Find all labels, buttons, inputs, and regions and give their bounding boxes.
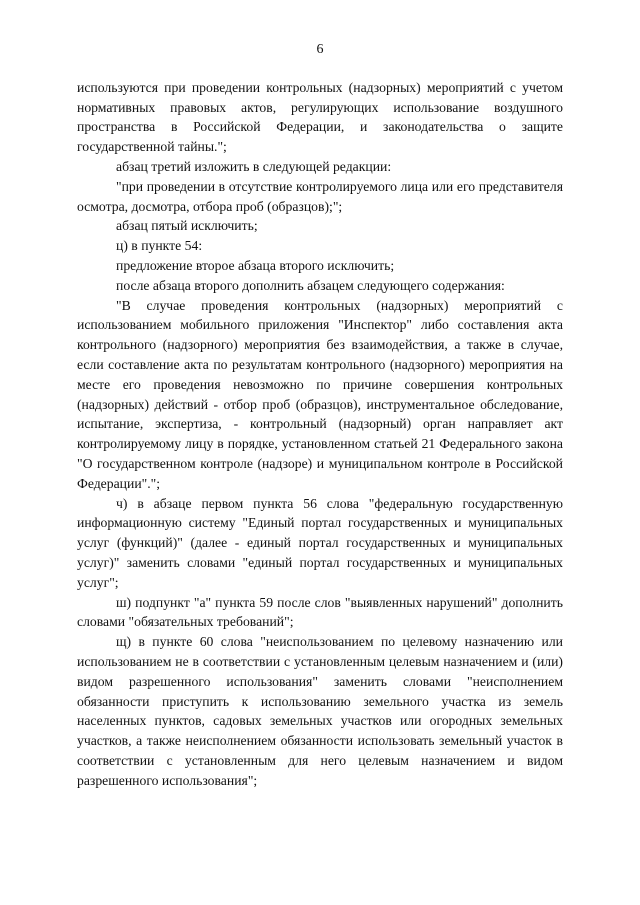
paragraph-continuation: используются при проведении контрольных (надзорных) мероприятий с учетом нормативных правовых актов, регулирующих использование воздушного пространства в Российской Федерации, и законодательства о защите государственной тайны.";	[77, 79, 563, 155]
paragraph-new-text: "при проведении в отсутствие контролируемого лица или его представителя осмотра, досмотра, отбора проб (образцов);";	[77, 178, 563, 214]
paragraph-item-sh: ш) подпункт "а" пункта 59 после слов "выявленных нарушений" дополнить словами "обязательных требований";	[77, 594, 563, 630]
paragraph-add-after: после абзаца второго дополнить абзацем следующего содержания:	[116, 277, 505, 293]
document-page	[77, 40, 563, 790]
paragraph-amend-third: абзац третий изложить в следующей редакции:	[116, 158, 392, 174]
paragraph-item-ts: ц) в пункте 54:	[116, 238, 203, 254]
paragraph-inspector-text: "В случае проведения контрольных (надзорных) мероприятий с использованием мобильного приложения "Инспектор" либо составления акта контрольного (надзорного) мероприятия без взаимодействия, а также в случае, если составление акта по результатам контрольного (надзорного) мероприятия на месте его проведения невозможно по причине совершения контрольных (надзорных) действий - отбор проб (образцов), инструментальное обследование, испытание, экспертиза, - контрольный (надзорный) орган направляет акт контролируемому лицу в порядке, установленном статьей 21 Федерального закона "О государственном контроле (надзоре) и муниципальном контроле в Российской Федерации".";	[77, 297, 563, 491]
paragraph-exclude-sentence: предложение второе абзаца второго исключить;	[116, 257, 395, 273]
paragraph-item-ch: ч) в абзаце первом пункта 56 слова "федеральную государственную информационную систему "Единый портал государственных и муниципальных услуг (функций)" (далее - единый портал государственных и муниципальных услуг)" заменить словами "единый портал государственных и муниципальных услуг";	[77, 495, 563, 590]
page-number: 6	[316, 42, 324, 57]
paragraph-exclude-fifth: абзац пятый исключить;	[116, 218, 258, 234]
paragraph-item-shch: щ) в пункте 60 слова "неиспользованием по целевому назначению или использованием не в соответствии с установленным целевым назначением и (или) видом разрешенного использования" заменить словами "неисполнением обязанности приступить к использованию земельного участка из земель населенных пунктов, садовых земельных участков или огородных земельных участков, а также неисполнением обязанности использовать земельный участок в соответствии с установленным для него целевым назначением и видом разрешенного использования";	[77, 634, 563, 788]
